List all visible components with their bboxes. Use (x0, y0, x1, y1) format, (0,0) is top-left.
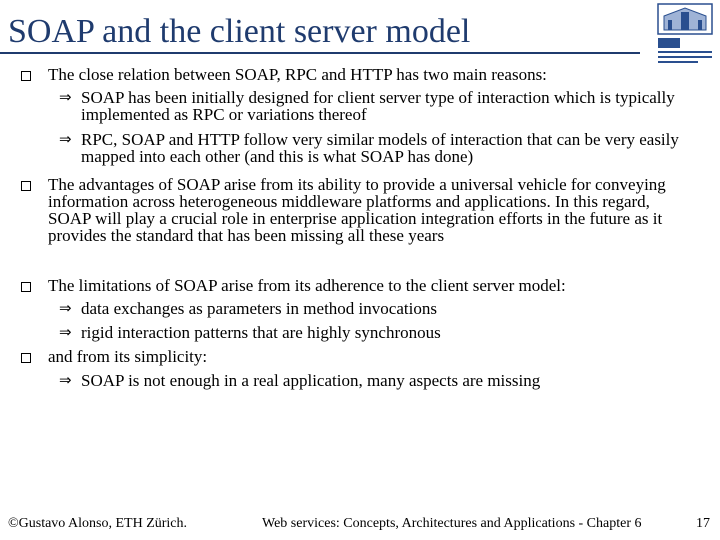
bullet-item (48, 66, 696, 83)
hollow-square-icon (21, 71, 31, 81)
hollow-square-icon (21, 282, 31, 292)
arrow-right-icon: ⇒ (59, 371, 72, 389)
arrow-right-icon: ⇒ (59, 299, 72, 317)
arrow-right-icon: ⇒ (59, 130, 72, 148)
sub-bullet-item (59, 88, 696, 124)
bullet-item (48, 348, 696, 365)
arrow-right-icon: ⇒ (59, 323, 72, 341)
footer-course: Web services: Concepts, Architectures and Applications - Chapter 6 (262, 516, 642, 531)
sub-bullet-item (59, 299, 696, 318)
hollow-square-icon (21, 353, 31, 363)
sub-bullet-text: data exchanges as parameters in method invocations (81, 299, 437, 318)
arrow-right-icon: ⇒ (59, 88, 72, 106)
hollow-square-icon (21, 181, 31, 191)
bullet-item (48, 277, 696, 294)
bullet-text: and from its simplicity: (48, 347, 208, 366)
sub-bullet-text: SOAP is not enough in a real application, many aspects are missing (81, 371, 541, 390)
sub-bullet-text: SOAP has been initially designed for client server type of interaction which is typically implemented as RPC or variations thereof (81, 88, 675, 124)
eth-logo (650, 2, 720, 64)
title-divider (0, 52, 640, 54)
footer-author: ©Gustavo Alonso, ETH Zürich. (8, 516, 188, 531)
page-number: 17 (696, 516, 710, 531)
bullet-text: The limitations of SOAP arise from its adherence to the client server model: (48, 276, 566, 295)
bullet-text: The advantages of SOAP arise from its ability to provide a universal vehicle for conveying information across heterogeneous middleware platforms and applications. In this regard, SOAP will play a crucial role in enterprise application integration efforts in the future as it provides the standard that has been missing all these years (48, 175, 666, 245)
sub-bullet-text: rigid interaction patterns that are highly synchronous (81, 323, 441, 342)
sub-bullet-item (59, 130, 696, 166)
bullet-item (48, 176, 696, 244)
sub-bullet-item (59, 323, 696, 342)
bullet-text: The close relation between SOAP, RPC and HTTP has two main reasons: (48, 65, 547, 84)
slide-title: SOAP and the client server model (8, 13, 471, 50)
sub-bullet-item (59, 371, 696, 390)
sub-bullet-text: RPC, SOAP and HTTP follow very similar models of interaction that can be very easily mapped into each other (and this is what SOAP has done) (81, 130, 679, 166)
